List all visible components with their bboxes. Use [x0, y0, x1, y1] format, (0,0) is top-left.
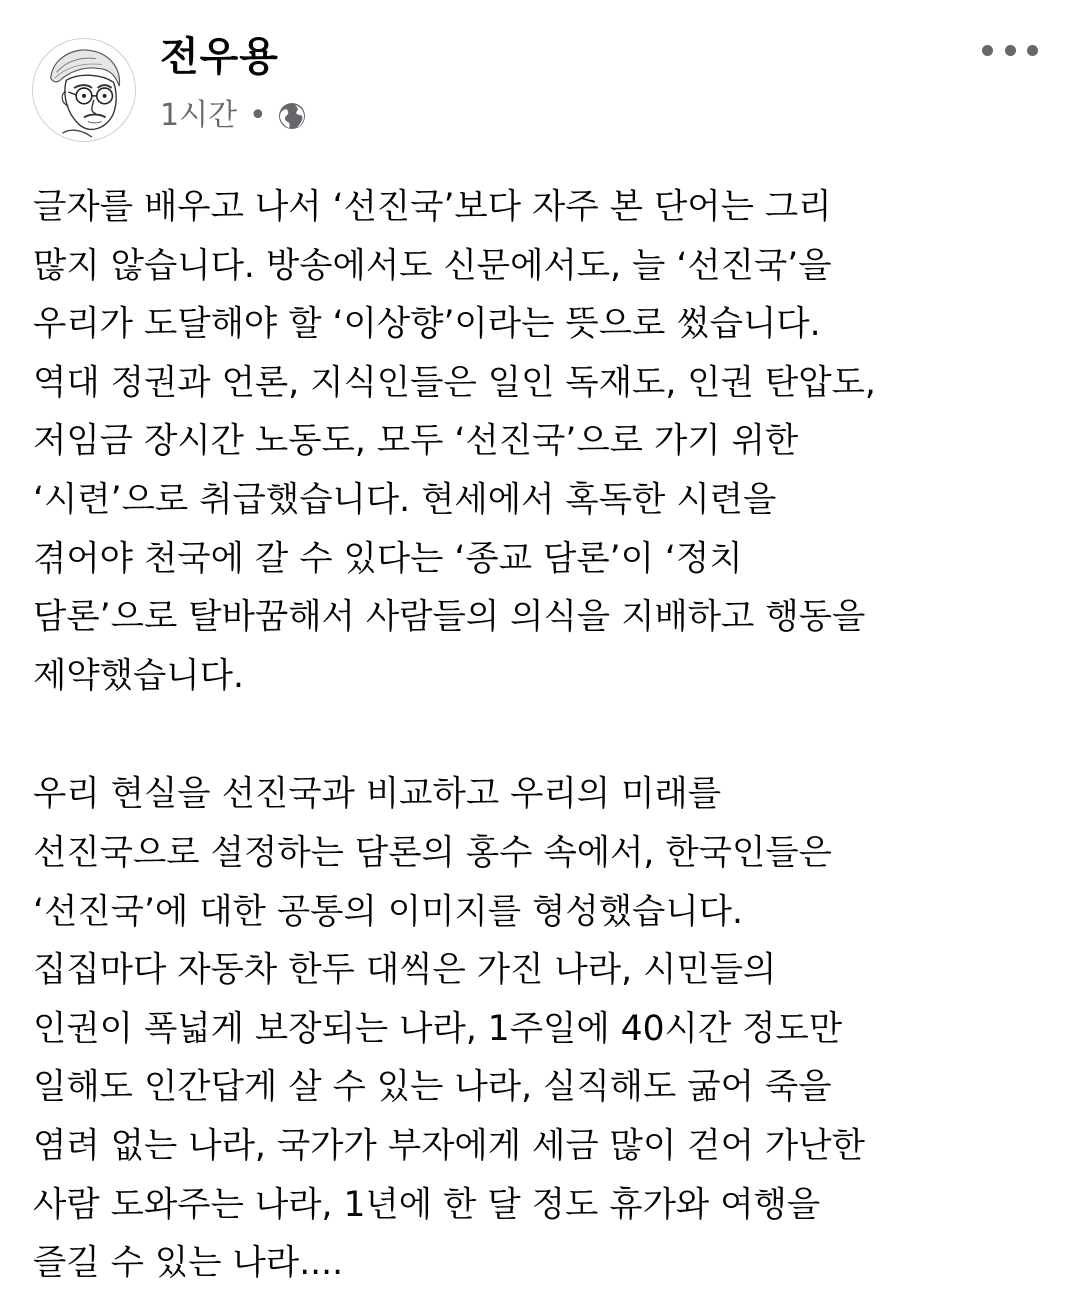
text-line: ‘시련’으로 취급했습니다. 현세에서 혹독한 시련을	[33, 479, 777, 520]
text-line: 집집마다 자동차 한두 대씩은 가진 나라, 시민들의	[33, 950, 777, 991]
text-line: 역대 정권과 언론, 지식인들은 일인 독재도, 인권 탄압도,	[33, 362, 876, 403]
text-line: 저임금 장시간 노동도, 모두 ‘선진국’으로 가기 위한	[33, 421, 799, 462]
text-line: 담론’으로 탈바꿈해서 사람들의 의식을 지배하고 행동을	[33, 597, 866, 638]
globe-icon[interactable]	[277, 101, 307, 131]
post-paragraph	[33, 765, 1053, 1292]
post-meta	[160, 96, 307, 136]
caricature-avatar	[33, 39, 135, 141]
post-paragraph	[33, 178, 1053, 705]
more-options-button[interactable]	[982, 32, 1038, 68]
text-line: 사람 도와주는 나라, 1년에 한 달 정도 휴가와 여행을	[33, 1184, 821, 1225]
more-dots-icon	[982, 45, 993, 56]
text-line: 인권이 폭넓게 보장되는 나라, 1주일에 40시간 정도만	[33, 1008, 843, 1049]
author-avatar[interactable]	[32, 38, 136, 142]
post-header	[0, 0, 1079, 150]
post-timestamp[interactable]: 1시간	[160, 98, 238, 133]
text-line: 선진국으로 설정하는 담론의 홍수 속에서, 한국인들은	[33, 832, 832, 873]
text-line: 글자를 배우고 나서 ‘선진국’보다 자주 본 단어는 그리	[33, 187, 832, 227]
text-line: 염려 없는 나라, 국가가 부자에게 세금 많이 걷어 가난한	[33, 1125, 865, 1166]
meta-separator: •	[249, 98, 267, 133]
more-dots-icon	[1005, 45, 1016, 56]
text-line: 즐길 수 있는 나라....	[33, 1243, 344, 1284]
text-line: 제약했습니다.	[33, 655, 244, 696]
text-line: 우리 현실을 선진국과 비교하고 우리의 미래를	[33, 774, 722, 815]
author-name[interactable]: 전우용	[160, 34, 279, 80]
more-dots-icon	[1027, 45, 1038, 56]
text-line: 겪어야 천국에 갈 수 있다는 ‘종교 담론’이 ‘정치	[33, 538, 743, 579]
text-line: 일해도 인간답게 살 수 있는 나라, 실직해도 굶어 죽을	[33, 1067, 832, 1108]
text-line: 우리가 도달해야 할 ‘이상향’이라는 뜻으로 썼습니다.	[33, 304, 821, 345]
post-text	[33, 178, 1053, 1293]
text-line: 많지 않습니다. 방송에서도 신문에서도, 늘 ‘선진국’을	[33, 245, 832, 286]
paragraph-gap	[33, 705, 1053, 765]
text-line: ‘선진국’에 대한 공통의 이미지를 형성했습니다.	[33, 891, 743, 932]
